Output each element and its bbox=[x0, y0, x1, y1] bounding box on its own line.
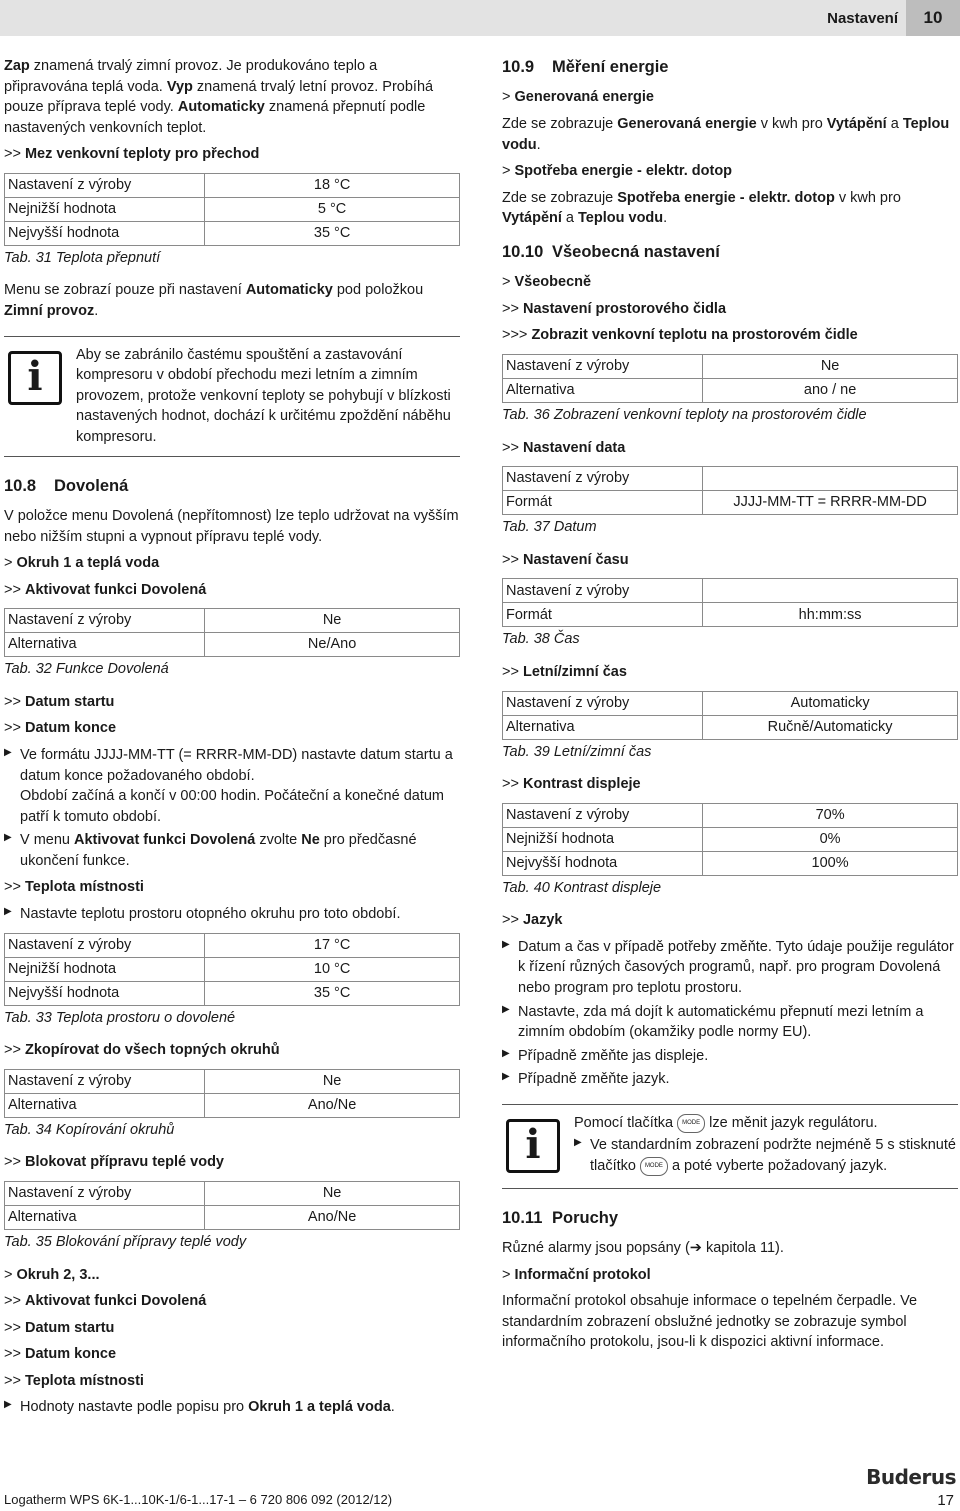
text-paragraph: Zde se zobrazuje Generovaná energie v kwh pro Vytápění a Teplou vodu. bbox=[502, 116, 950, 153]
info-text: Aby se zabránilo častému spouštění a zastavování kompresoru v období přechodu mezi letním a zimním provozem, protože venkovní teploty se pohybují v blízkosti nastavených hodnot, dochází k určitému zpoždění náběhu kompresoru. bbox=[76, 346, 451, 445]
table-36 bbox=[502, 354, 958, 403]
table-37 bbox=[502, 466, 958, 515]
menu-path: >>> Zobrazit venkovní teplotu na prostorovém čidle bbox=[502, 327, 858, 344]
table-row: Alternativa Ne/Ano bbox=[5, 633, 460, 657]
section-heading: 10.11 Poruchy bbox=[502, 1208, 619, 1227]
table-row: Nejnižší hodnota 0% bbox=[503, 827, 958, 851]
table-32 bbox=[4, 608, 460, 657]
list-item: ▶ Datum a čas v případě potřeby změňte. Tyto údaje použije regulátor k řízení různých časových programů, např. pro program Dovolená nebo program pro teplotu prostoru. bbox=[502, 937, 958, 999]
table-caption: Tab. 39 Letní/zimní čas bbox=[502, 743, 652, 760]
step-list bbox=[574, 1135, 958, 1176]
table-row: Nastavení z výroby Ne bbox=[5, 609, 460, 633]
text-paragraph: Zde se zobrazuje Spotřeba energie - elektr. dotop v kwh pro Vytápění a Teplou vodu. bbox=[502, 189, 901, 227]
table-40 bbox=[502, 803, 958, 876]
chapter-title: Nastavení bbox=[827, 10, 898, 27]
table-row: Nastavení z výroby 17 °C bbox=[5, 933, 460, 957]
text-paragraph: Informační protokol obsahuje informace o tepelném čerpadle. Ve standardním zobrazení obslužné jednotky se zobrazuje symbol informačního protokolu, jsou-li k dispozici aktivní informace. bbox=[502, 1293, 918, 1351]
mode-button-icon: MODE bbox=[677, 1114, 705, 1133]
menu-path: >> Letní/zimní čas bbox=[502, 663, 627, 680]
mode-button-icon: MODE bbox=[640, 1157, 668, 1176]
table-row: Nastavení z výroby 70% bbox=[503, 803, 958, 827]
list-item: ▶ Hodnoty nastavte podle popisu pro Okruh 1 a teplá voda. bbox=[4, 1397, 460, 1418]
info-box bbox=[4, 336, 460, 457]
section-heading: 10.8 Dovolená bbox=[4, 476, 129, 495]
menu-path: >> Teplota místnosti bbox=[4, 1372, 144, 1389]
table-caption: Tab. 35 Blokování přípravy teplé vody bbox=[4, 1233, 247, 1250]
table-row: Nejnižší hodnota 5 °C bbox=[5, 197, 460, 221]
info-box bbox=[502, 1104, 958, 1189]
menu-path: >> Datum startu bbox=[4, 1319, 115, 1336]
chapter-number: 10 bbox=[906, 0, 960, 36]
table-caption: Tab. 31 Teplota přepnutí bbox=[4, 249, 161, 266]
section-paragraph: V položce menu Dovolená (nepřítomnost) lze teplo udržovat na vyšším nebo nižším stupni a vypnout přípravu teplé vody. bbox=[4, 507, 459, 545]
intro-paragraph: Zap znamená trvalý zimní provoz. Je produkováno teplo a připravována teplá voda. Vyp znamená trvalý letní provoz. Probíhá pouze příprava teplé vody. Automaticky znamená přepnutí podle nastavených venkovních teplot. bbox=[4, 58, 434, 136]
menu-path: >> Jazyk bbox=[502, 912, 563, 929]
table-row: Nejvyšší hodnota 100% bbox=[503, 851, 958, 875]
table-34 bbox=[4, 1069, 460, 1118]
table-row: Formát hh:mm:ss bbox=[503, 603, 958, 627]
table-row: Nejvyšší hodnota 35 °C bbox=[5, 981, 460, 1005]
step-list bbox=[4, 904, 460, 925]
table-caption: Tab. 38 Čas bbox=[502, 631, 580, 648]
list-item: ▶ Nastavte teplotu prostoru otopného okruhu pro toto období. bbox=[4, 904, 460, 925]
list-item: ▶ Ve standardním zobrazení podržte nejméně 5 s stisknuté tlačítko MODE a poté vyberte požadovaný jazyk. bbox=[574, 1135, 958, 1176]
left-column bbox=[4, 56, 460, 1424]
table-row: Alternativa Ano/Ne bbox=[5, 1205, 460, 1229]
table-31 bbox=[4, 173, 460, 246]
menu-path: > Spotřeba energie - elektr. dotop bbox=[502, 163, 733, 180]
menu-path: > Okruh 1 a teplá voda bbox=[4, 555, 160, 572]
menu-path: >> Aktivovat funkci Dovolená bbox=[4, 581, 207, 598]
table-row: Nastavení z výroby Ne bbox=[503, 355, 958, 379]
menu-path: >> Blokovat přípravu teplé vody bbox=[4, 1154, 224, 1171]
menu-path: > Všeobecně bbox=[502, 274, 592, 291]
info-icon: i bbox=[506, 1119, 560, 1173]
table-38 bbox=[502, 578, 958, 627]
table-row: Nastavení z výroby Ne bbox=[5, 1181, 460, 1205]
table-row: Nastavení z výroby bbox=[503, 579, 958, 603]
table-35 bbox=[4, 1181, 460, 1230]
page-header bbox=[0, 0, 960, 36]
menu-path: >> Mez venkovní teploty pro přechod bbox=[4, 146, 260, 163]
table-39 bbox=[502, 691, 958, 740]
menu-path: >> Datum startu bbox=[4, 693, 115, 710]
table-caption: Tab. 36 Zobrazení venkovní teploty na prostorovém čidle bbox=[502, 407, 867, 424]
menu-path: >> Nastavení času bbox=[502, 551, 629, 568]
table-caption: Tab. 33 Teplota prostoru o dovolené bbox=[4, 1009, 236, 1026]
info-text: Pomocí tlačítka MODE lze měnit jazyk regulátoru. bbox=[574, 1114, 878, 1131]
list-item: ▶ V menu Aktivovat funkci Dovolená zvolte Ne pro předčasné ukončení funkce. bbox=[4, 830, 460, 871]
table-caption: Tab. 34 Kopírování okruhů bbox=[4, 1121, 175, 1138]
menu-path: > Okruh 2, 3... bbox=[4, 1266, 100, 1283]
menu-path: >> Datum konce bbox=[4, 1346, 117, 1363]
table-row: Nastavení z výroby bbox=[503, 467, 958, 491]
menu-path: >> Nastavení data bbox=[502, 439, 626, 456]
table-row: Alternativa Ano/Ne bbox=[5, 1093, 460, 1117]
table-caption: Tab. 32 Funkce Dovolená bbox=[4, 661, 169, 678]
menu-path: >> Datum konce bbox=[4, 720, 117, 737]
menu-path: >> Zkopírovat do všech topných okruhů bbox=[4, 1042, 280, 1059]
text-paragraph: Různé alarmy jsou popsány (➔ kapitola 11). bbox=[502, 1240, 784, 1257]
step-list bbox=[502, 937, 958, 1090]
table-row: Nastavení z výroby Ne bbox=[5, 1069, 460, 1093]
right-column bbox=[502, 56, 958, 1359]
table-33 bbox=[4, 933, 460, 1006]
menu-path: > Informační protokol bbox=[502, 1266, 651, 1283]
table-row: Nejvyšší hodnota 35 °C bbox=[5, 221, 460, 245]
page-number: 17 bbox=[937, 1492, 954, 1509]
table-row: Formát JJJJ-MM-TT = RRRR-MM-DD bbox=[503, 491, 958, 515]
step-list bbox=[4, 1397, 460, 1418]
list-item: ▶ Případně změňte jazyk. bbox=[502, 1069, 958, 1090]
table-row: Nejnižší hodnota 10 °C bbox=[5, 957, 460, 981]
section-heading: 10.10 Všeobecná nastavení bbox=[502, 242, 720, 261]
table-row: Alternativa ano / ne bbox=[503, 379, 958, 403]
menu-path: >> Aktivovat funkci Dovolená bbox=[4, 1293, 207, 1310]
menu-path: >> Teplota místnosti bbox=[4, 879, 144, 896]
menu-path: >> Kontrast displeje bbox=[502, 776, 641, 793]
table-caption: Tab. 40 Kontrast displeje bbox=[502, 879, 662, 896]
buderus-logo: Buderus bbox=[866, 1465, 956, 1489]
info-icon: i bbox=[8, 351, 62, 405]
note-paragraph: Menu se zobrazí pouze při nastavení Automaticky pod položkou Zimní provoz. bbox=[4, 282, 424, 320]
table-row: Nastavení z výroby Automaticky bbox=[503, 691, 958, 715]
step-list bbox=[4, 745, 460, 871]
menu-path: > Generovaná energie bbox=[502, 89, 654, 106]
list-item: ▶ Případně změňte jas displeje. bbox=[502, 1046, 958, 1067]
table-row: Nastavení z výroby 18 °C bbox=[5, 173, 460, 197]
menu-path: >> Nastavení prostorového čidla bbox=[502, 300, 727, 317]
table-row: Alternativa Ručně/Automaticky bbox=[503, 715, 958, 739]
list-item: ▶ Ve formátu JJJJ-MM-TT (= RRRR-MM-DD) nastavte datum startu a datum konce požadovaného období. Období začíná a končí v 00:00 hodin. Počáteční a konečné datum patří k tomuto období. bbox=[4, 745, 460, 827]
section-heading: 10.9 Měření energie bbox=[502, 58, 669, 76]
list-item: ▶ Nastavte, zda má dojít k automatickému přepnutí mezi letním a zimním obdobím (okamžiky podle normy EU). bbox=[502, 1002, 958, 1043]
footer-document-id: Logatherm WPS 6K-1...10K-1/6-1...17-1 – 6 720 806 092 (2012/12) bbox=[4, 1492, 393, 1507]
table-caption: Tab. 37 Datum bbox=[502, 519, 597, 536]
